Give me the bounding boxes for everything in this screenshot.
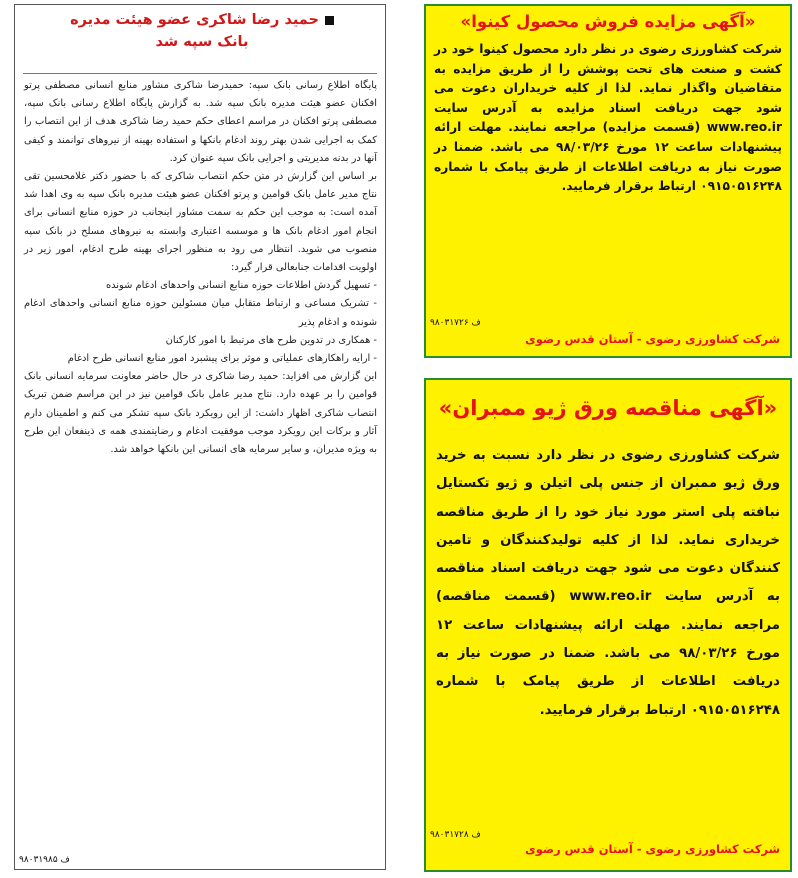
square-bullet-icon	[325, 16, 334, 25]
news-ad-code: ۹۸۰۳۱۹۸۵ ف	[19, 855, 70, 865]
news-paragraph: - ارایه راهکارهای عملیاتی و موثر برای پیشبرد امور منابع انسانی طرح ادغام	[67, 353, 377, 365]
auction-ad-body	[434, 40, 782, 197]
tender-ad	[424, 378, 792, 872]
news-article	[14, 4, 386, 870]
tender-ad-text: شرکت کشاورزی رضوی در نظر دارد نسبت به خرید ورق ژیو ممبران از جنس پلی اتیلن و ژیو تکستایل نبافته پلی استر مورد نیاز خود را از طریق مناقصه خریداری نماید. لذا از کلیه تولیدکنندگان و تامین کنندگان دعوت می شود جهت دریافت اسناد مناقصه به آدرس سایت	[436, 448, 780, 605]
tender-ad-title: «آگهی مناقصه ورق ژیو ممبران»	[438, 396, 778, 420]
news-headline-line1: حمید رضا شاکری عضو هیئت مدیره	[70, 12, 319, 28]
auction-ad-text: شرکت کشاورزی رضوی در نظر دارد محصول کینوا خود در کشت و صنعت های تحت پوشش را از طریق مزایده به متقاضیان واگذار نماید. لذا از کلیه خریداران دعوت می شود جهت دریافت اسناد مزایده به آدرس سایت	[434, 42, 782, 115]
news-headline-line2: بانک سپه شد	[155, 34, 249, 50]
news-body	[24, 77, 377, 459]
news-paragraph: بر اساس این گزارش در متن حکم انتصاب شاکری که با حضور دکتر غلامحسین تقی نتاج مدیر عامل بانک قوامین و پرتو افکنان عضو هیئت مدیره بانک سپه به وی اهدا شد آمده است: به موجب این حکم به سمت مشاور اینجانب در حوزه منابع انسانی برای انجام امور ادغام بانک ها و موسسه اعتباری وابسته به نیروهای مسلح در بانک سپه منصوب می شوید. انتظار می رود به منظور اجرای بهینه طرح ادغام، امور زیر در اولویت اقدامات جنابعالی قرار گیرد:	[24, 171, 377, 274]
tender-ad-code: ۹۸۰۳۱۷۲۸ ف	[430, 830, 481, 840]
news-paragraph: این گزارش می افزاید: حمید رضا شاکری در حال حاضر معاونت سرمایه انسانی بانک قوامین را بر عهده دارد. نتاج مدیر عامل بانک قوامین نیز در این مراسم ضمن تبریک انتصاب شاکری اظهار داشت: از این رویکرد بانک سپه تشکر می کنم و اطمینان دارم آثار و برکات این رویکرد موجب موفقیت ادغام و رضایتمندی همه ی ذینفعان این طرح به ویژه مدیران، و سایر سرمایه های انسانی این بانکها خواهد شد.	[24, 371, 377, 456]
news-paragraph: - تشریک مساعی و ارتباط متقابل میان مسئولین حوزه منابع انسانی واحدهای ادغام شونده و ادغام پذیر	[24, 298, 377, 328]
tender-ad-url-link[interactable]: www.reo.ir	[569, 589, 652, 605]
tender-ad-signature: شرکت کشاورزی رضوی - آستان قدس رضوی	[525, 842, 780, 856]
news-paragraph: - تسهیل گردش اطلاعات حوزه منابع انسانی واحدهای ادغام شونده	[105, 280, 377, 292]
news-divider	[23, 73, 377, 74]
auction-ad	[424, 4, 792, 358]
auction-ad-text-continued: (قسمت مزایده) مراجعه نمایند. مهلت ارائه پیشنهادات ساعت ۱۲ مورخ ۹۸/۰۳/۲۶ می باشد. ضمنا در صورت نیاز به دریافت اطلاعات از طریق پیامک با شماره ۰۹۱۵۰۵۱۶۲۴۸ ارتباط برقرار فرمایید.	[434, 120, 782, 194]
auction-ad-title: «آگهی مزایده فروش محصول کینوا»	[460, 12, 756, 31]
news-headline	[27, 9, 377, 53]
tender-ad-body	[436, 442, 780, 725]
tender-ad-text-continued: (قسمت مناقصه) مراجعه نمایند. مهلت ارائه پیشنهادات ساعت ۱۲ مورخ ۹۸/۰۳/۲۶ می باشد. ضمنا در صورت نیاز به دریافت اطلاعات از طریق پیامک با شماره ۰۹۱۵۰۵۱۶۲۴۸ ارتباط برقرار فرمایید.	[436, 589, 781, 718]
auction-ad-code: ۹۸۰۳۱۷۲۶ ف	[430, 318, 481, 328]
news-paragraph: - همکاری در تدوین طرح های مرتبط با امور کارکنان	[165, 334, 377, 346]
news-paragraph: پایگاه اطلاع رسانی بانک سپه: حمیدرضا شاکری مشاور منابع انسانی مصطفی پرتو افکنان عضو هیئت مدیره بانک سپه شد. به گزارش پایگاه اطلاع رسانی بانک سپه، مصطفی پرتو افکنان در مراسم اعطای حکم حمید رضا شاکری هدف از این انتصاب را کمک به اجرایی شدن بهتر روند ادغام بانکها و استفاده بهینه از نیروهای توانمند و کیفی آنها در بدنه مدیریتی و اجرایی بانک سپه عنوان کرد.	[24, 80, 377, 164]
auction-ad-url-link[interactable]: www.reo.ir	[706, 120, 782, 135]
auction-ad-signature: شرکت کشاورزی رضوی - آستان قدس رضوی	[525, 332, 780, 346]
